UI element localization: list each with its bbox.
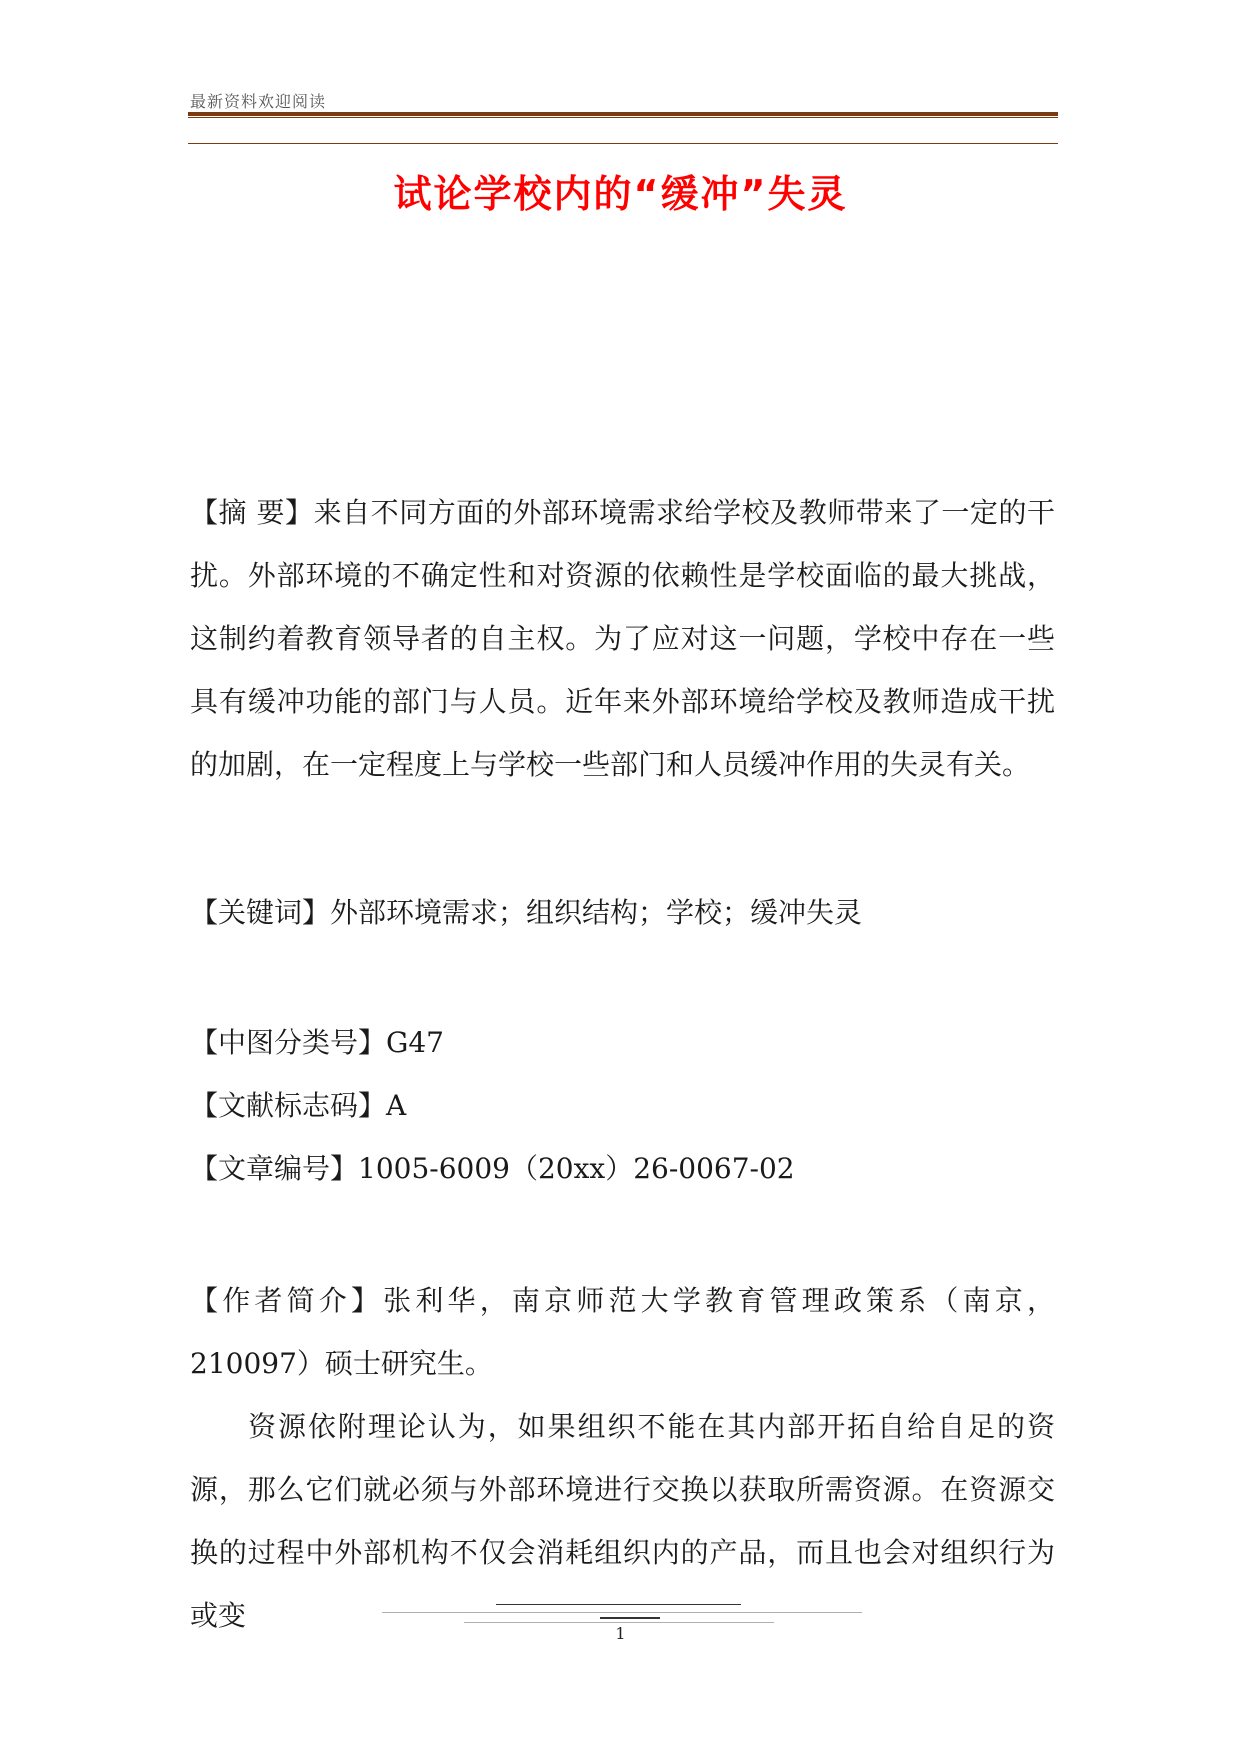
footer-rule bbox=[382, 1612, 862, 1613]
footer-mark bbox=[600, 1617, 660, 1619]
header-rule-thin bbox=[188, 117, 1058, 118]
document-title: 试论学校内的“缓冲”失灵 bbox=[393, 172, 848, 216]
footer-rule-lower bbox=[464, 1622, 774, 1623]
author-paragraph: 【作者简介】张利华，南京师范大学教育管理政策系（南京，210097）硕士研究生。 bbox=[190, 1284, 1055, 1380]
doc-code-line: 【文献标志码】A bbox=[190, 1089, 407, 1122]
article-number-line: 【文章编号】1005-6009（20xx）26-0067-02 bbox=[190, 1152, 795, 1185]
running-header: 最新资料欢迎阅读 bbox=[190, 92, 327, 111]
body-paragraph: 资源依附理论认为，如果组织不能在其内部开拓自给自足的资源，那么它们就必须与外部环境进行交换以获取所需资源。在资源交换的过程中外部机构不仅会消耗组织内的产品，而且也会对组织行为或变 bbox=[190, 1410, 1055, 1632]
page-number: 1 bbox=[615, 1624, 626, 1643]
footer-rule-dark bbox=[496, 1604, 741, 1605]
header-rule-thick bbox=[188, 112, 1058, 116]
keywords-line: 【关键词】外部环境需求；组织结构；学校；缓冲失灵 bbox=[190, 896, 863, 929]
classification-line: 【中图分类号】G47 bbox=[190, 1026, 444, 1059]
abstract-paragraph: 【摘 要】来自不同方面的外部环境需求给学校及教师带来了一定的干扰。外部环境的不确定性和对资源的依赖性是学校面临的最大挑战，这制约着教育领导者的自主权。为了应对这一问题，学校中存在一些具有缓冲功能的部门与人员。近年来外部环境给学校及教师造成干扰的加剧，在一定程度上与学校一些部门和人员缓冲作用的失灵有关。 bbox=[190, 496, 1055, 781]
title-rule bbox=[188, 143, 1058, 144]
